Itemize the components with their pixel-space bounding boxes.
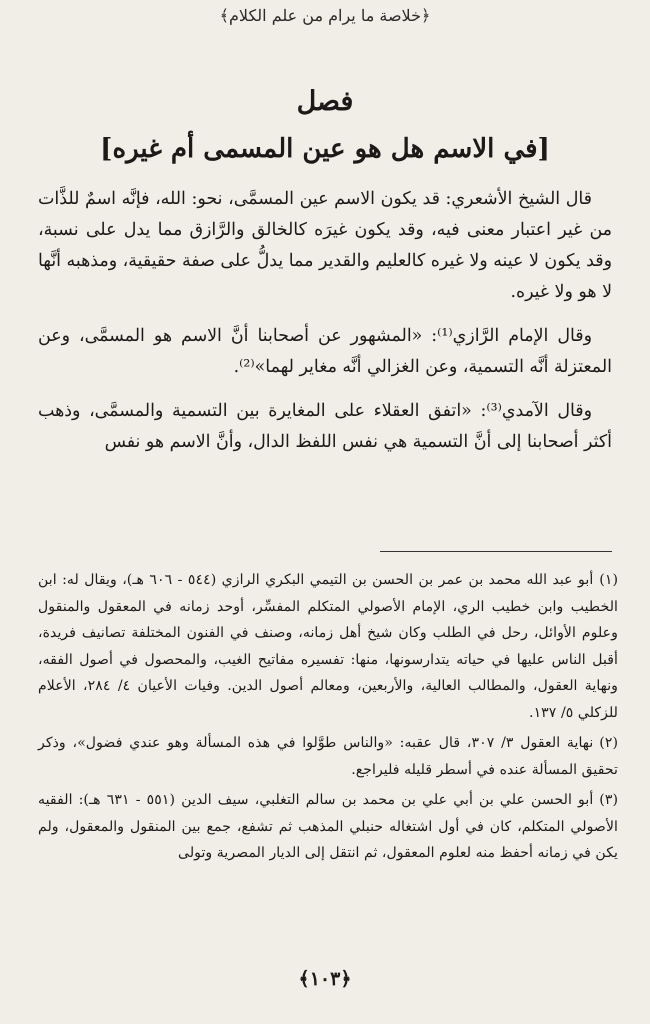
footnotes xyxy=(38,567,618,871)
footnote-number: (١) xyxy=(599,572,618,588)
footnote-number: (٢) xyxy=(599,735,618,751)
footnote xyxy=(38,567,618,726)
footnote xyxy=(38,730,618,783)
footnote-text: نهاية العقول ٣/ ٣٠٧، قال عقبه: «والناس طوَّلوا في هذه المسألة وهو عندي فضول»، وذكر تحقيق المسألة عنده في أسطر قليله فليراجع. xyxy=(38,735,618,778)
footnote-separator xyxy=(380,551,612,552)
footnote-number: (٣) xyxy=(599,792,618,808)
footnote-text: أبو عبد الله محمد بن عمر بن الحسن بن التيمي البكري الرازي (٥٤٤ - ٦٠٦ هـ)، ويقال له: ابن الخطيب وابن خطيب الري، الإمام الأصولي المتكلم المفسِّر، أوحد زمانه في المعقول والمنقول وعلوم الأوائل، رحل في الطلب وكان شيخ أهل زمانه، وصنف في الفنون المختلفة تصانيف فريدة، أقبل الناس عليها في حياته يتدارسونها، منها: تفسيره مفاتيح الغيب، والمحصول في أصول الفقه، ونهاية العقول، والمطالب العالية، والأربعين، ومعالم أصول الدين. وفيات الأعيان ٤/ ٢٨٤، الأعلام للزكلي ٥/ ١٣٧. xyxy=(38,572,619,721)
section-title: فصل xyxy=(296,86,354,117)
main-text xyxy=(38,184,612,458)
page-number: ﴿١٠٣﴾ xyxy=(298,968,352,990)
paragraph: وقال الآمدي⁽³⁾: «اتفق العقلاء على المغايرة بين التسمية والمسمَّى، وذهب أكثر أصحابنا إلى أنَّ التسمية هي نفس اللفظ الدال، وأنَّ الاسم هو نفس xyxy=(38,401,612,452)
paragraph: وقال الإمام الرَّازي⁽¹⁾: «المشهور عن أصحابنا أنَّ الاسم هو المسمَّى، وعن المعتزلة أنَّه التسمية، وعن الغزالي أنَّه مغاير لهما»⁽²⁾. xyxy=(38,326,612,377)
footnote-text: أبو الحسن علي بن أبي علي بن محمد بن سالم التغلبي، سيف الدين (٥٥١ - ٦٣١ هـ): الفقيه الأصولي المتكلم، كان في أول اشتغاله حنبلي المذهب ثم تشفع، جمع بين المنقول والمعقول، ولم يكن في زمانه أحفظ منه لعلوم المعقول، ثم انتقل إلى الديار المصرية وتولى xyxy=(38,792,618,861)
section-subtitle: [في الاسم هل هو عين المسمى أم غيره] xyxy=(100,134,550,164)
running-header: ﴿خلاصة ما يرام من علم الكلام﴾ xyxy=(219,6,431,25)
paragraph: قال الشيخ الأشعري: قد يكون الاسم عين المسمَّى، نحو: الله، فإنَّه اسمٌ للذَّات من غير اعتبار معنى فيه، وقد يكون غيرَه كالخالق والرَّازق مما يدل على نسبة، وقد يكون لا عينه ولا غيره كالعليم والقدير مما يدلُّ على صفة حقيقية، ومذهبه أنَّها لا هو ولا غيره. xyxy=(38,189,612,302)
footnote xyxy=(38,787,618,867)
